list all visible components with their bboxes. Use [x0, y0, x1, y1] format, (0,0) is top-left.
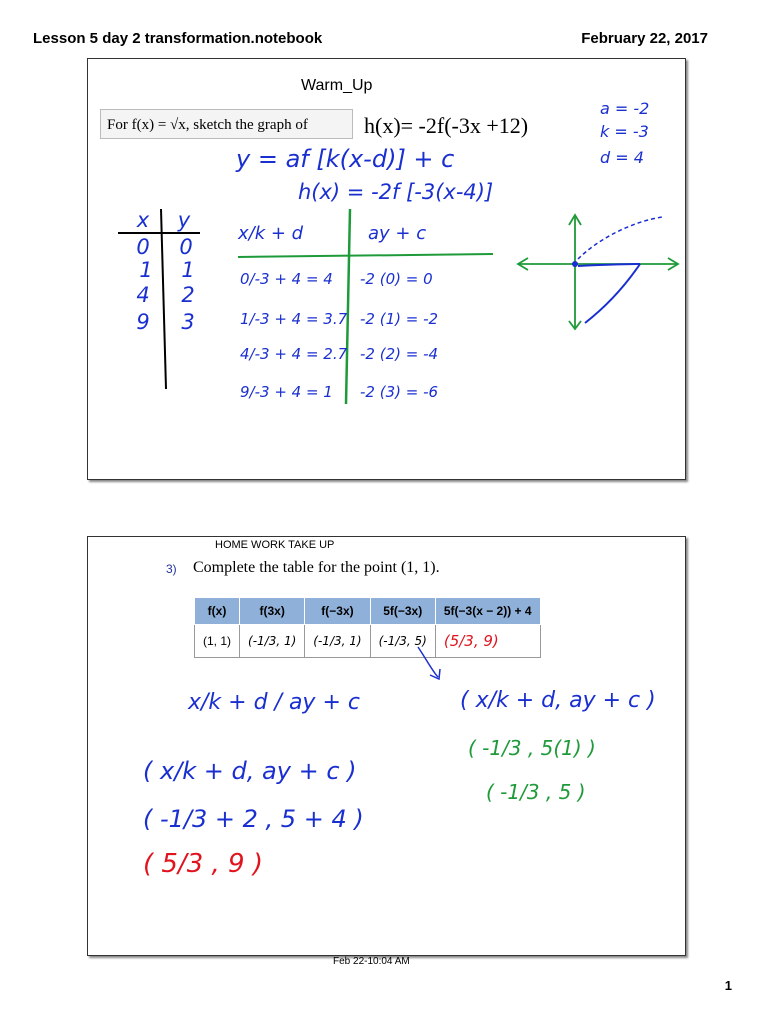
cell-original: (1, 1) — [195, 625, 240, 658]
question-number: 3) — [166, 562, 177, 576]
cell-answer: (-1/3, 5) — [370, 625, 435, 658]
svg-text:9: 9 — [136, 310, 150, 334]
col-full-transform: 5f(−3(x − 2)) + 4 — [435, 598, 540, 625]
col-f-neg3x: f(−3x) — [305, 598, 370, 625]
svg-text:1: 1 — [181, 258, 195, 282]
notebook-title: Lesson 5 day 2 transformation.notebook — [33, 30, 323, 47]
rule-paren: ( x/k + d, ay + c ) — [143, 757, 357, 785]
handwriting-ink — [88, 537, 685, 955]
handwriting-ink — [88, 59, 685, 479]
right-rule: ( x/k + d, ay + c ) — [460, 688, 656, 713]
slide-title: Warm_Up — [301, 77, 373, 94]
transform-header-right: ay + c — [368, 223, 427, 244]
col-5f-neg3x: 5f(−3x) — [370, 598, 435, 625]
svg-text:-2 (3) = -6: -2 (3) = -6 — [360, 383, 439, 401]
warmup-slide — [87, 58, 686, 480]
col-f3x: f(3x) — [240, 598, 305, 625]
h-rewrite: h(x) = -2f [-3(x-4)] — [298, 180, 494, 204]
rule-top: x/k + d / ay + c — [188, 690, 360, 715]
svg-text:1/-3 + 4 = 3.7: 1/-3 + 4 = 3.7 — [240, 310, 348, 328]
svg-text:-2 (1) = -2: -2 (1) = -2 — [360, 310, 439, 328]
substitution: ( -1/3 + 2 , 5 + 4 ) — [143, 805, 364, 833]
cell-answer: (5/3, 9) — [435, 625, 540, 658]
svg-text:-2 (0) = 0: -2 (0) = 0 — [360, 270, 433, 288]
xy-header-y: y — [177, 208, 191, 232]
cell-answer: (-1/3, 1) — [240, 625, 305, 658]
svg-text:0: 0 — [136, 235, 150, 259]
h-equation: h(x)= -2f(-3x +12) — [364, 113, 529, 138]
answer: ( 5/3 , 9 ) — [143, 849, 263, 879]
homework-slide — [87, 536, 686, 956]
page-number: 1 — [724, 978, 732, 993]
svg-text:0: 0 — [179, 235, 193, 259]
svg-text:0/-3 + 4 = 4: 0/-3 + 4 = 4 — [240, 270, 333, 288]
svg-text:3: 3 — [181, 310, 195, 334]
col-fx: f(x) — [195, 598, 240, 625]
general-form: y = af [k(x-d)] + c — [236, 145, 455, 173]
svg-text:-2 (2) = -4: -2 (2) = -4 — [360, 345, 439, 363]
svg-text:4/-3 + 4 = 2.7: 4/-3 + 4 = 2.7 — [240, 345, 348, 363]
svg-text:2: 2 — [181, 283, 195, 307]
slide-title: HOME WORK TAKE UP — [215, 539, 335, 551]
printed-prompt: For f(x) = √x, sketch the graph of — [100, 109, 353, 139]
right-result: ( -1/3 , 5 ) — [486, 780, 586, 804]
transformation-graph — [518, 215, 678, 329]
svg-text:1: 1 — [139, 258, 153, 282]
right-step: ( -1/3 , 5(1) ) — [468, 736, 596, 760]
param-d: d = 4 — [600, 148, 644, 167]
svg-text:9/-3 + 4 = 1: 9/-3 + 4 = 1 — [240, 383, 333, 401]
transform-table — [237, 209, 493, 404]
question-text: Complete the table for the point (1, 1). — [193, 559, 440, 576]
slide-timestamp: Feb 22-10:04 AM — [333, 956, 410, 967]
cell-answer: (-1/3, 1) — [305, 625, 370, 658]
param-k: k = -3 — [600, 122, 649, 141]
svg-text:4: 4 — [136, 283, 150, 307]
xy-header-x: x — [136, 208, 150, 232]
transform-header-left: x/k + d — [238, 223, 304, 244]
notebook-date: February 22, 2017 — [581, 30, 708, 47]
xy-table — [118, 208, 200, 389]
param-a: a = -2 — [600, 99, 650, 118]
